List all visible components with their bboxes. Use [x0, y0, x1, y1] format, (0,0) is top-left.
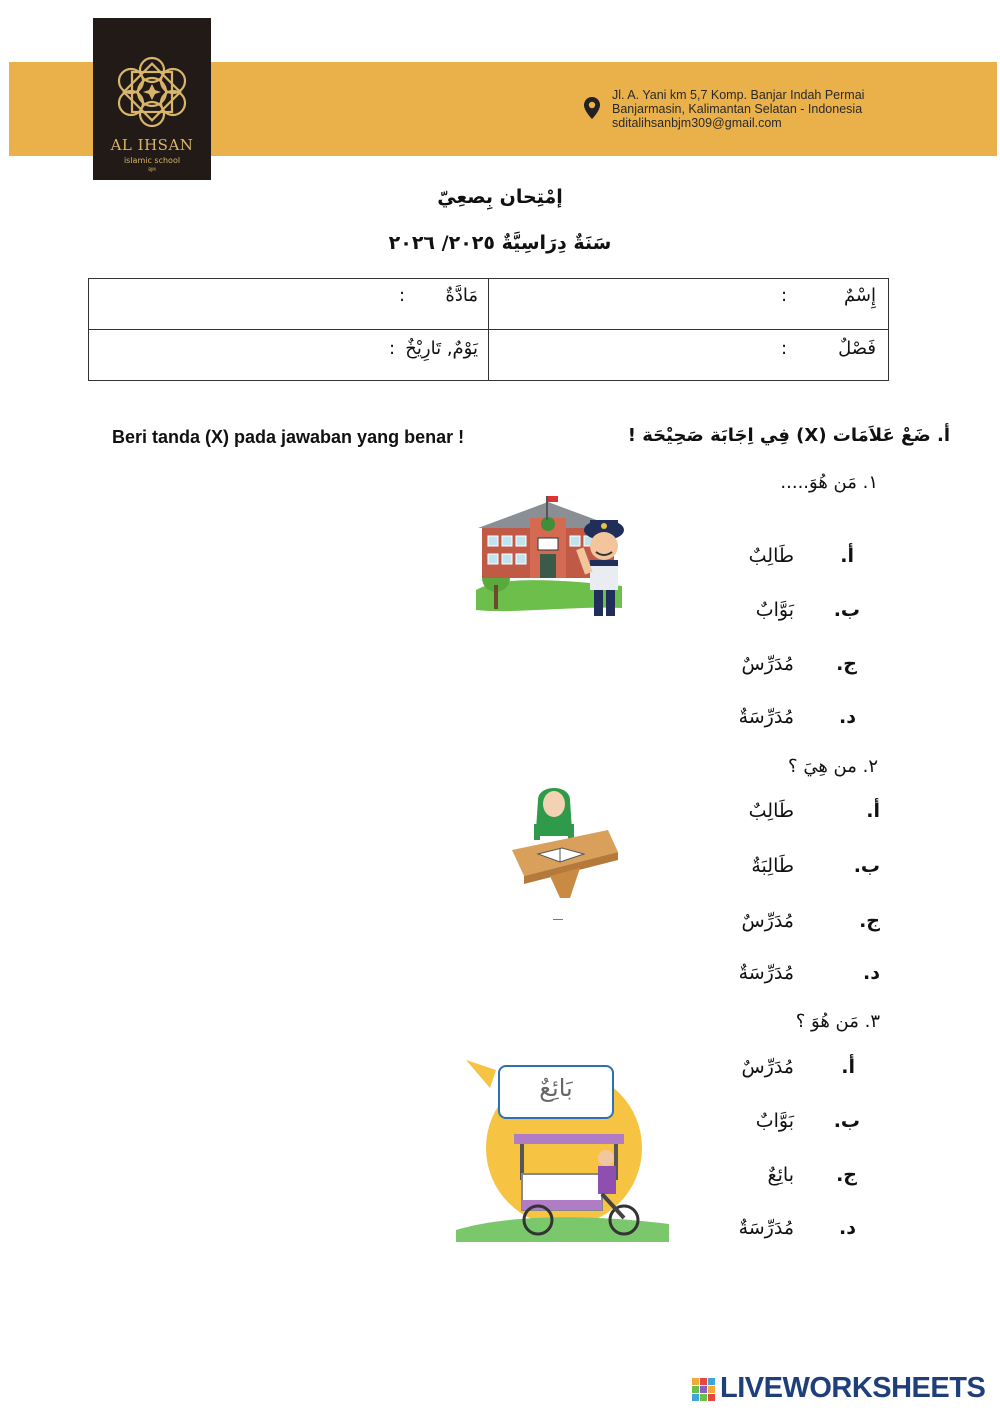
- school-guard-illustration: [472, 490, 640, 622]
- question-2-prompt: ٢. من هِيَ ؟: [788, 756, 878, 777]
- date-cell[interactable]: [89, 330, 489, 381]
- q3-option-c-letter[interactable]: ج.: [836, 1164, 857, 1186]
- exam-title: إمْتِحان بِصعِيّ: [437, 186, 563, 208]
- school-name: AL IHSAN: [110, 136, 194, 154]
- colon: :: [781, 285, 788, 306]
- student-info-table: [88, 278, 889, 381]
- subject-cell[interactable]: [89, 279, 489, 330]
- q1-option-b-letter[interactable]: ب.: [833, 599, 860, 621]
- date-label: يَوْمٌ, تَارِيْخٌ: [405, 338, 478, 359]
- name-cell[interactable]: [489, 279, 889, 330]
- q1-option-a-letter[interactable]: أ.: [840, 545, 854, 567]
- school-logo: [93, 18, 211, 180]
- address-line-2: Banjarmasin, Kalimantan Selatan - Indonesia: [612, 102, 863, 116]
- question-3-prompt: ٣. مَن هُوَ ؟: [795, 1011, 880, 1032]
- colon: :: [389, 338, 396, 359]
- ornament-icon: [102, 46, 202, 138]
- class-cell[interactable]: [489, 330, 889, 381]
- q2-option-b-letter[interactable]: ب.: [853, 855, 880, 877]
- colon: :: [399, 285, 406, 306]
- q1-option-a-text[interactable]: طَالِبٌ: [748, 545, 794, 567]
- q2-option-a-letter[interactable]: أ.: [866, 800, 880, 822]
- school-city: BJM: [148, 167, 156, 172]
- q3-option-c-text[interactable]: بائِعٌ: [767, 1164, 794, 1186]
- instruction-arabic: أ. ضَعْ عَلاَمَات (X) فِي اِجَابَة صَحِيْحَة !: [627, 425, 950, 446]
- q1-option-d-letter[interactable]: د.: [839, 706, 856, 728]
- class-label: فَصْلٌ: [838, 338, 876, 359]
- subject-label: مَادَّةٌ: [445, 285, 478, 306]
- school-subtitle: islamic school: [123, 156, 181, 165]
- name-label: إِسْمٌ: [843, 285, 876, 306]
- q3-option-a-text[interactable]: مُدَرِّسٌ: [741, 1056, 794, 1078]
- liveworksheets-watermark: LIVEWORKSHEETS: [720, 1372, 986, 1404]
- q2-option-b-text[interactable]: طَالِبَةٌ: [751, 855, 794, 877]
- q3-option-b-text[interactable]: بَوَّابٌ: [755, 1110, 794, 1132]
- location-pin-icon: [583, 96, 601, 120]
- email-address: sditalihsanbjm309@gmail.com: [612, 116, 782, 130]
- q2-option-d-letter[interactable]: د.: [863, 962, 880, 984]
- q1-option-b-text[interactable]: بَوَّابٌ: [755, 599, 794, 621]
- instruction-indonesian: Beri tanda (X) pada jawaban yang benar !: [112, 427, 465, 447]
- academic-year: سَنَةٌ دِرَاسِيَّةٌ ٢٠٢٥/ ٢٠٢٦: [388, 232, 612, 254]
- street-vendor-illustration: [456, 1040, 669, 1242]
- q3-option-a-letter[interactable]: أ.: [841, 1056, 855, 1078]
- q2-option-c-text[interactable]: مُدَرِّسٌ: [741, 910, 794, 932]
- q1-option-c-letter[interactable]: ج.: [836, 653, 857, 675]
- q2-option-c-letter[interactable]: ج.: [859, 910, 880, 932]
- female-student-illustration: [510, 780, 622, 898]
- vendor-word: بَائِعٌ: [539, 1074, 573, 1102]
- divider: [553, 919, 563, 920]
- q2-option-d-text[interactable]: مُدَرِّسَةٌ: [738, 962, 794, 984]
- question-1-prompt: ١. مَن هُوَ.....: [780, 472, 878, 493]
- address-line-1: Jl. A. Yani km 5,7 Komp. Banjar Indah Permai: [612, 88, 865, 102]
- colon: :: [781, 338, 788, 359]
- q3-option-d-text[interactable]: مُدَرِّسَةٌ: [738, 1217, 794, 1239]
- q3-option-d-letter[interactable]: د.: [839, 1217, 856, 1239]
- q2-option-a-text[interactable]: طَالِبٌ: [748, 800, 794, 822]
- liveworksheets-logo-icon: [692, 1378, 716, 1402]
- q1-option-d-text[interactable]: مُدَرِّسَةٌ: [738, 706, 794, 728]
- q3-option-b-letter[interactable]: ب.: [833, 1110, 860, 1132]
- q1-option-c-text[interactable]: مُدَرِّسٌ: [741, 653, 794, 675]
